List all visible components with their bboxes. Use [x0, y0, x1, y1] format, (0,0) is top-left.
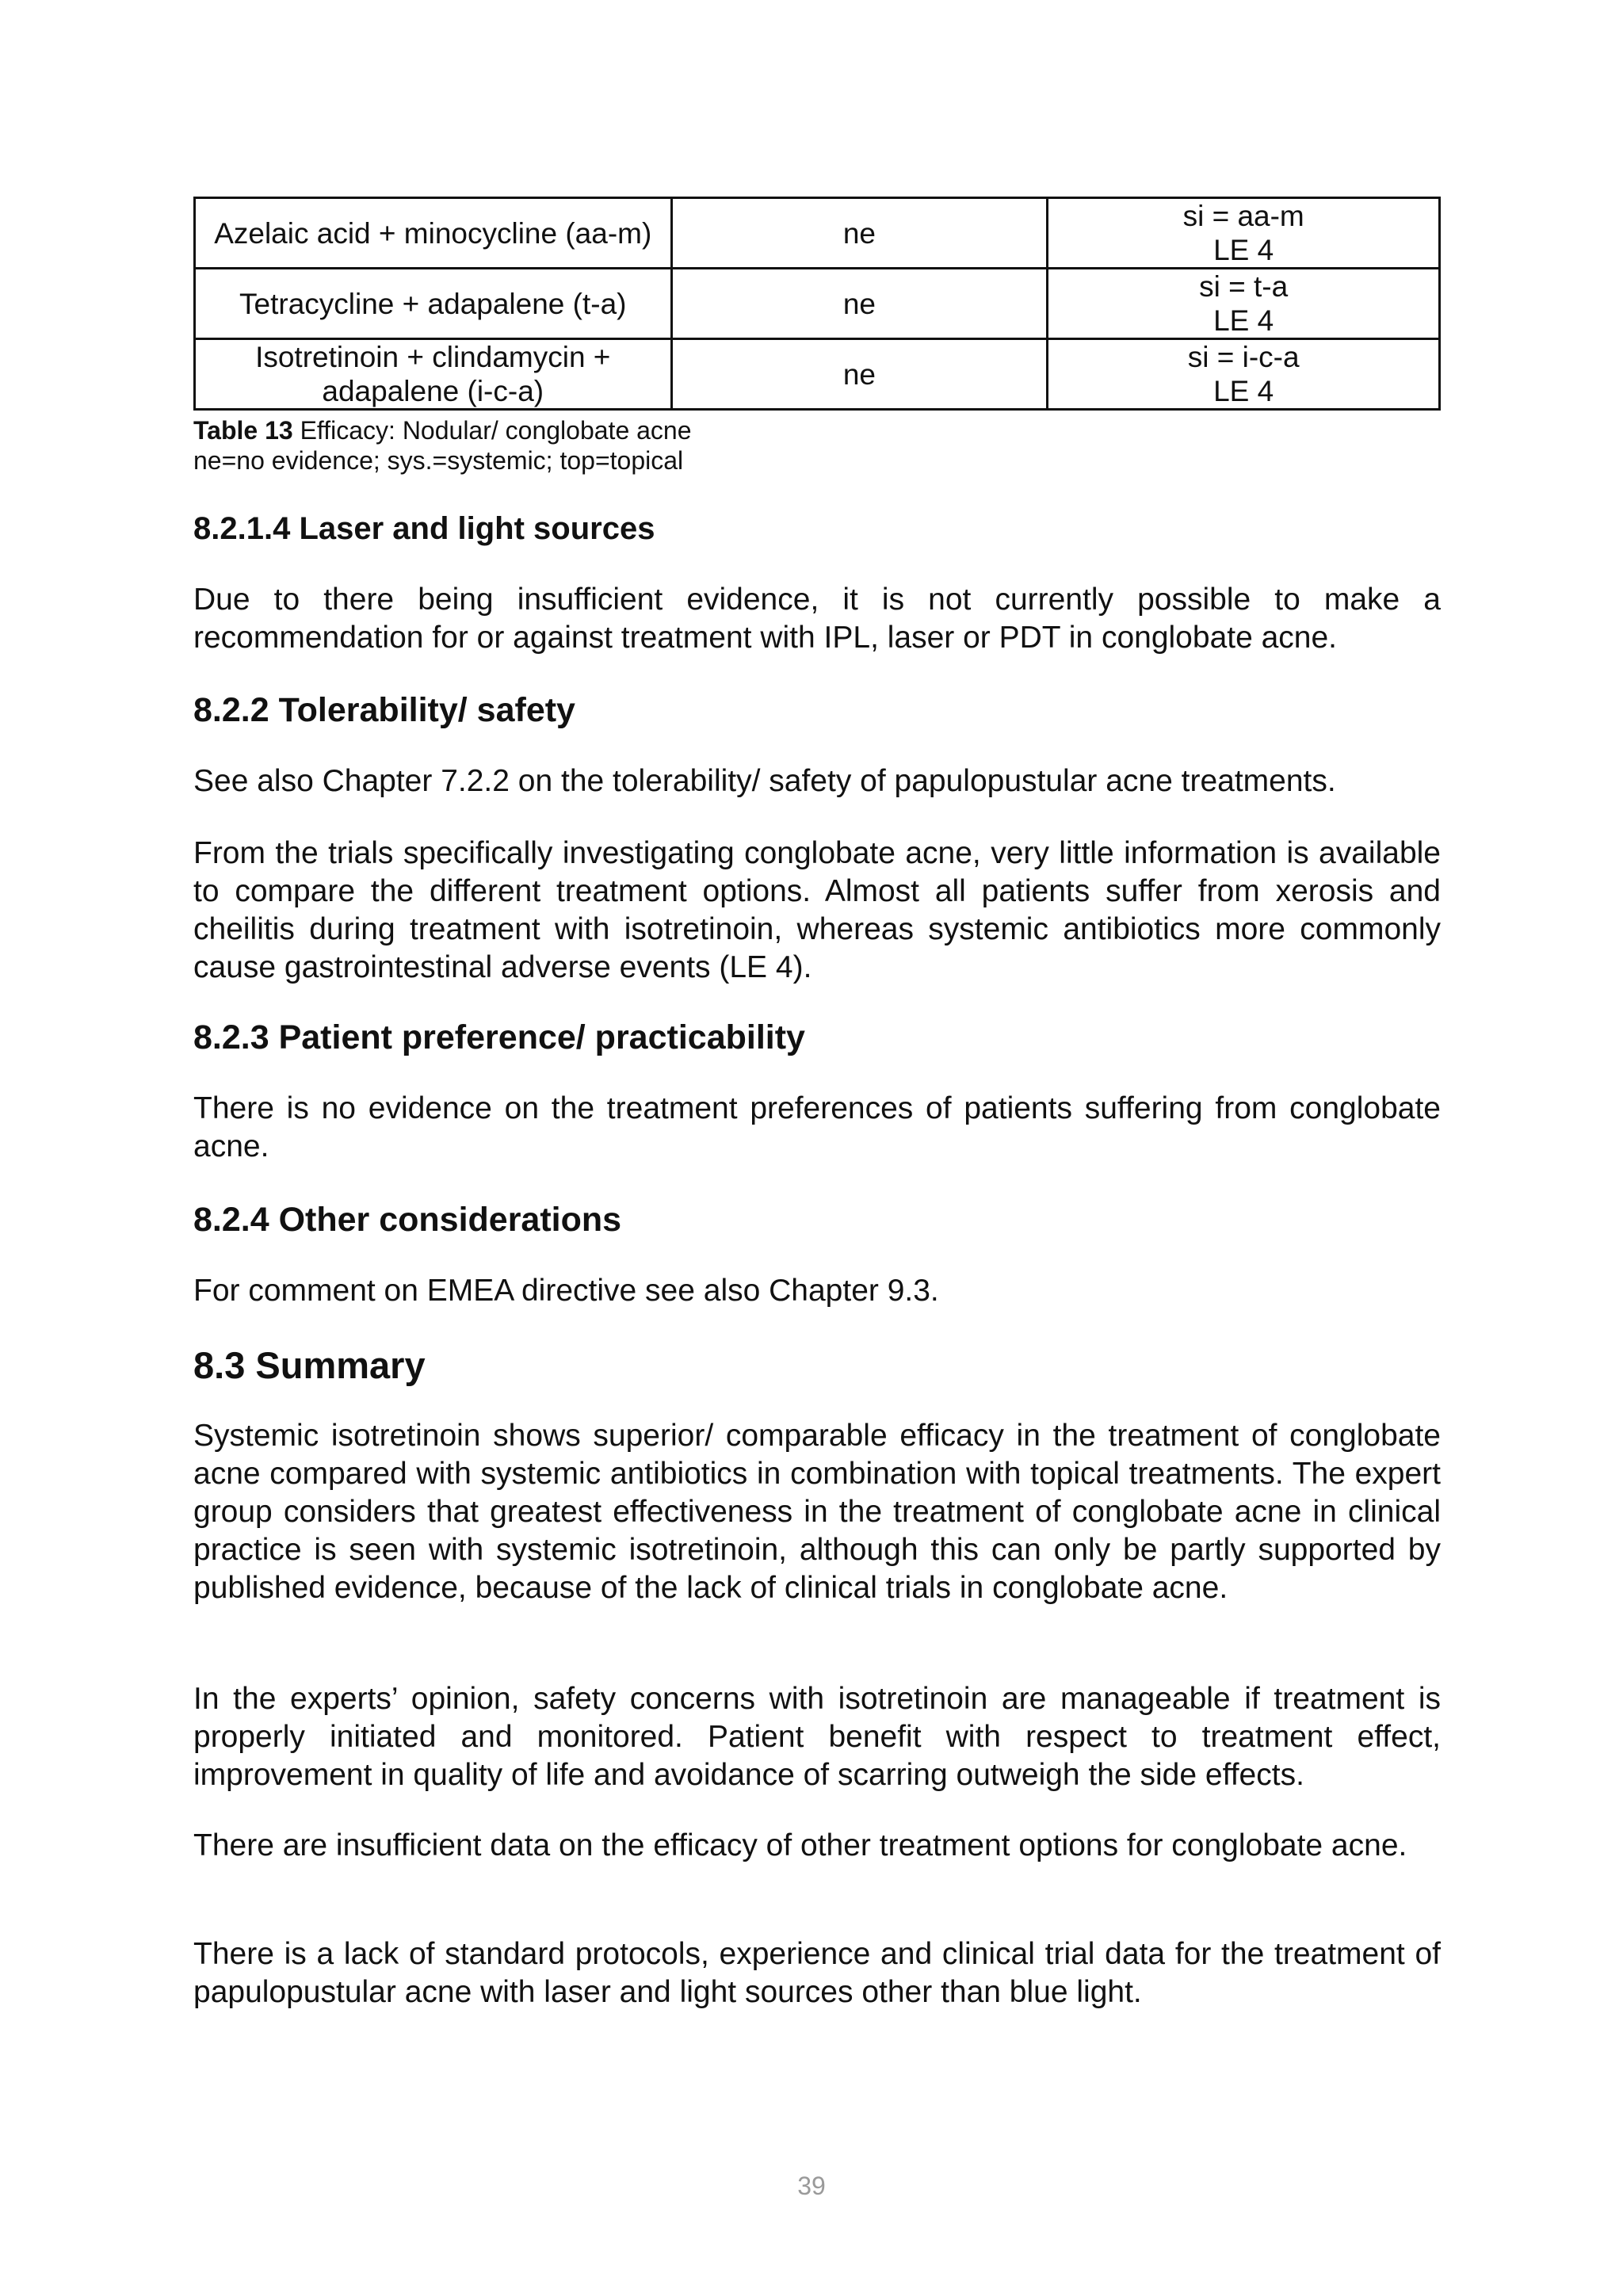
level-of-evidence: LE 4	[1213, 234, 1274, 266]
paragraph: For comment on EMEA directive see also Chapter 9.3.	[193, 1274, 939, 1308]
paragraph: In the experts’ opinion, safety concerns with isotretinoin are manageable if treatment is properly initiated and monitored. Patient benefit with respect to treatment effect, improvement in quality of life and avoidance of scarring outweigh the side effects.	[193, 1682, 1441, 1792]
table-row	[195, 269, 1440, 339]
level-of-evidence: LE 4	[1213, 375, 1274, 407]
evidence-cell: ne	[671, 198, 1048, 269]
treatment-cell: Azelaic acid + minocycline (aa-m)	[195, 198, 672, 269]
section-heading-preference: 8.2.3 Patient preference/ practicability	[193, 1018, 805, 1056]
evidence-cell: ne	[671, 269, 1048, 339]
level-of-evidence: LE 4	[1213, 304, 1274, 337]
result-cell	[1048, 269, 1440, 339]
section-heading-laser: 8.2.1.4 Laser and light sources	[193, 511, 655, 546]
section-heading-summary: 8.3 Summary	[193, 1344, 426, 1386]
result-line: si = i-c-a	[1187, 341, 1300, 373]
treatment-cell: Tetracycline + adapalene (t-a)	[195, 269, 672, 339]
caption-label: Table 13	[193, 416, 293, 445]
caption-text: Efficacy: Nodular/ conglobate acne	[292, 416, 692, 445]
section-heading-other: 8.2.4 Other considerations	[193, 1201, 622, 1239]
section-heading-tolerability: 8.2.2 Tolerability/ safety	[193, 691, 575, 729]
table-row	[195, 198, 1440, 269]
result-cell	[1048, 198, 1440, 269]
table-row	[195, 339, 1440, 410]
paragraph: From the trials specifically investigating conglobate acne, very little information is available to compare the different treatment options. Almost all patients suffer from xerosis and cheilitis during treatment with isotretinoin, whereas systemic antibiotics more commonly cause gastrointestinal adverse events (LE 4).	[193, 836, 1441, 984]
treatment-line: adapalene (i-c-a)	[322, 375, 544, 407]
treatment-line: Isotretinoin + clindamycin +	[255, 341, 611, 373]
efficacy-table	[193, 197, 1441, 411]
paragraph: There is no evidence on the treatment preferences of patients suffering from conglobate acne.	[193, 1091, 1441, 1163]
result-line: si = aa-m	[1182, 200, 1304, 232]
evidence-cell: ne	[671, 339, 1048, 410]
paragraph: See also Chapter 7.2.2 on the tolerability/ safety of papulopustular acne treatments.	[193, 764, 1336, 798]
table-caption	[193, 415, 692, 476]
paragraph: Systemic isotretinoin shows superior/ comparable efficacy in the treatment of conglobate acne compared with systemic antibiotics in combination with topical treatments. The expert group considers that greatest effectiveness in the treatment of conglobate acne in clinical practice is seen with systemic isotretinoin, although this can only be partly supported by published evidence, because of the lack of clinical trials in conglobate acne.	[193, 1419, 1441, 1605]
treatment-cell	[195, 339, 672, 410]
paragraph: There is a lack of standard protocols, experience and clinical trial data for the treatment of papulopustular acne with laser and light sources other than blue light.	[193, 1937, 1441, 2009]
paragraph: Due to there being insufficient evidence, it is not currently possible to make a recommendation for or against treatment with IPL, laser or PDT in conglobate acne.	[193, 583, 1441, 655]
paragraph: There are insufficient data on the efficacy of other treatment options for conglobate acne.	[193, 1828, 1407, 1862]
result-line: si = t-a	[1199, 270, 1289, 303]
page-number: 39	[797, 2172, 826, 2200]
caption-note: ne=no evidence; sys.=systemic; top=topical	[193, 446, 684, 475]
result-cell	[1048, 339, 1440, 410]
